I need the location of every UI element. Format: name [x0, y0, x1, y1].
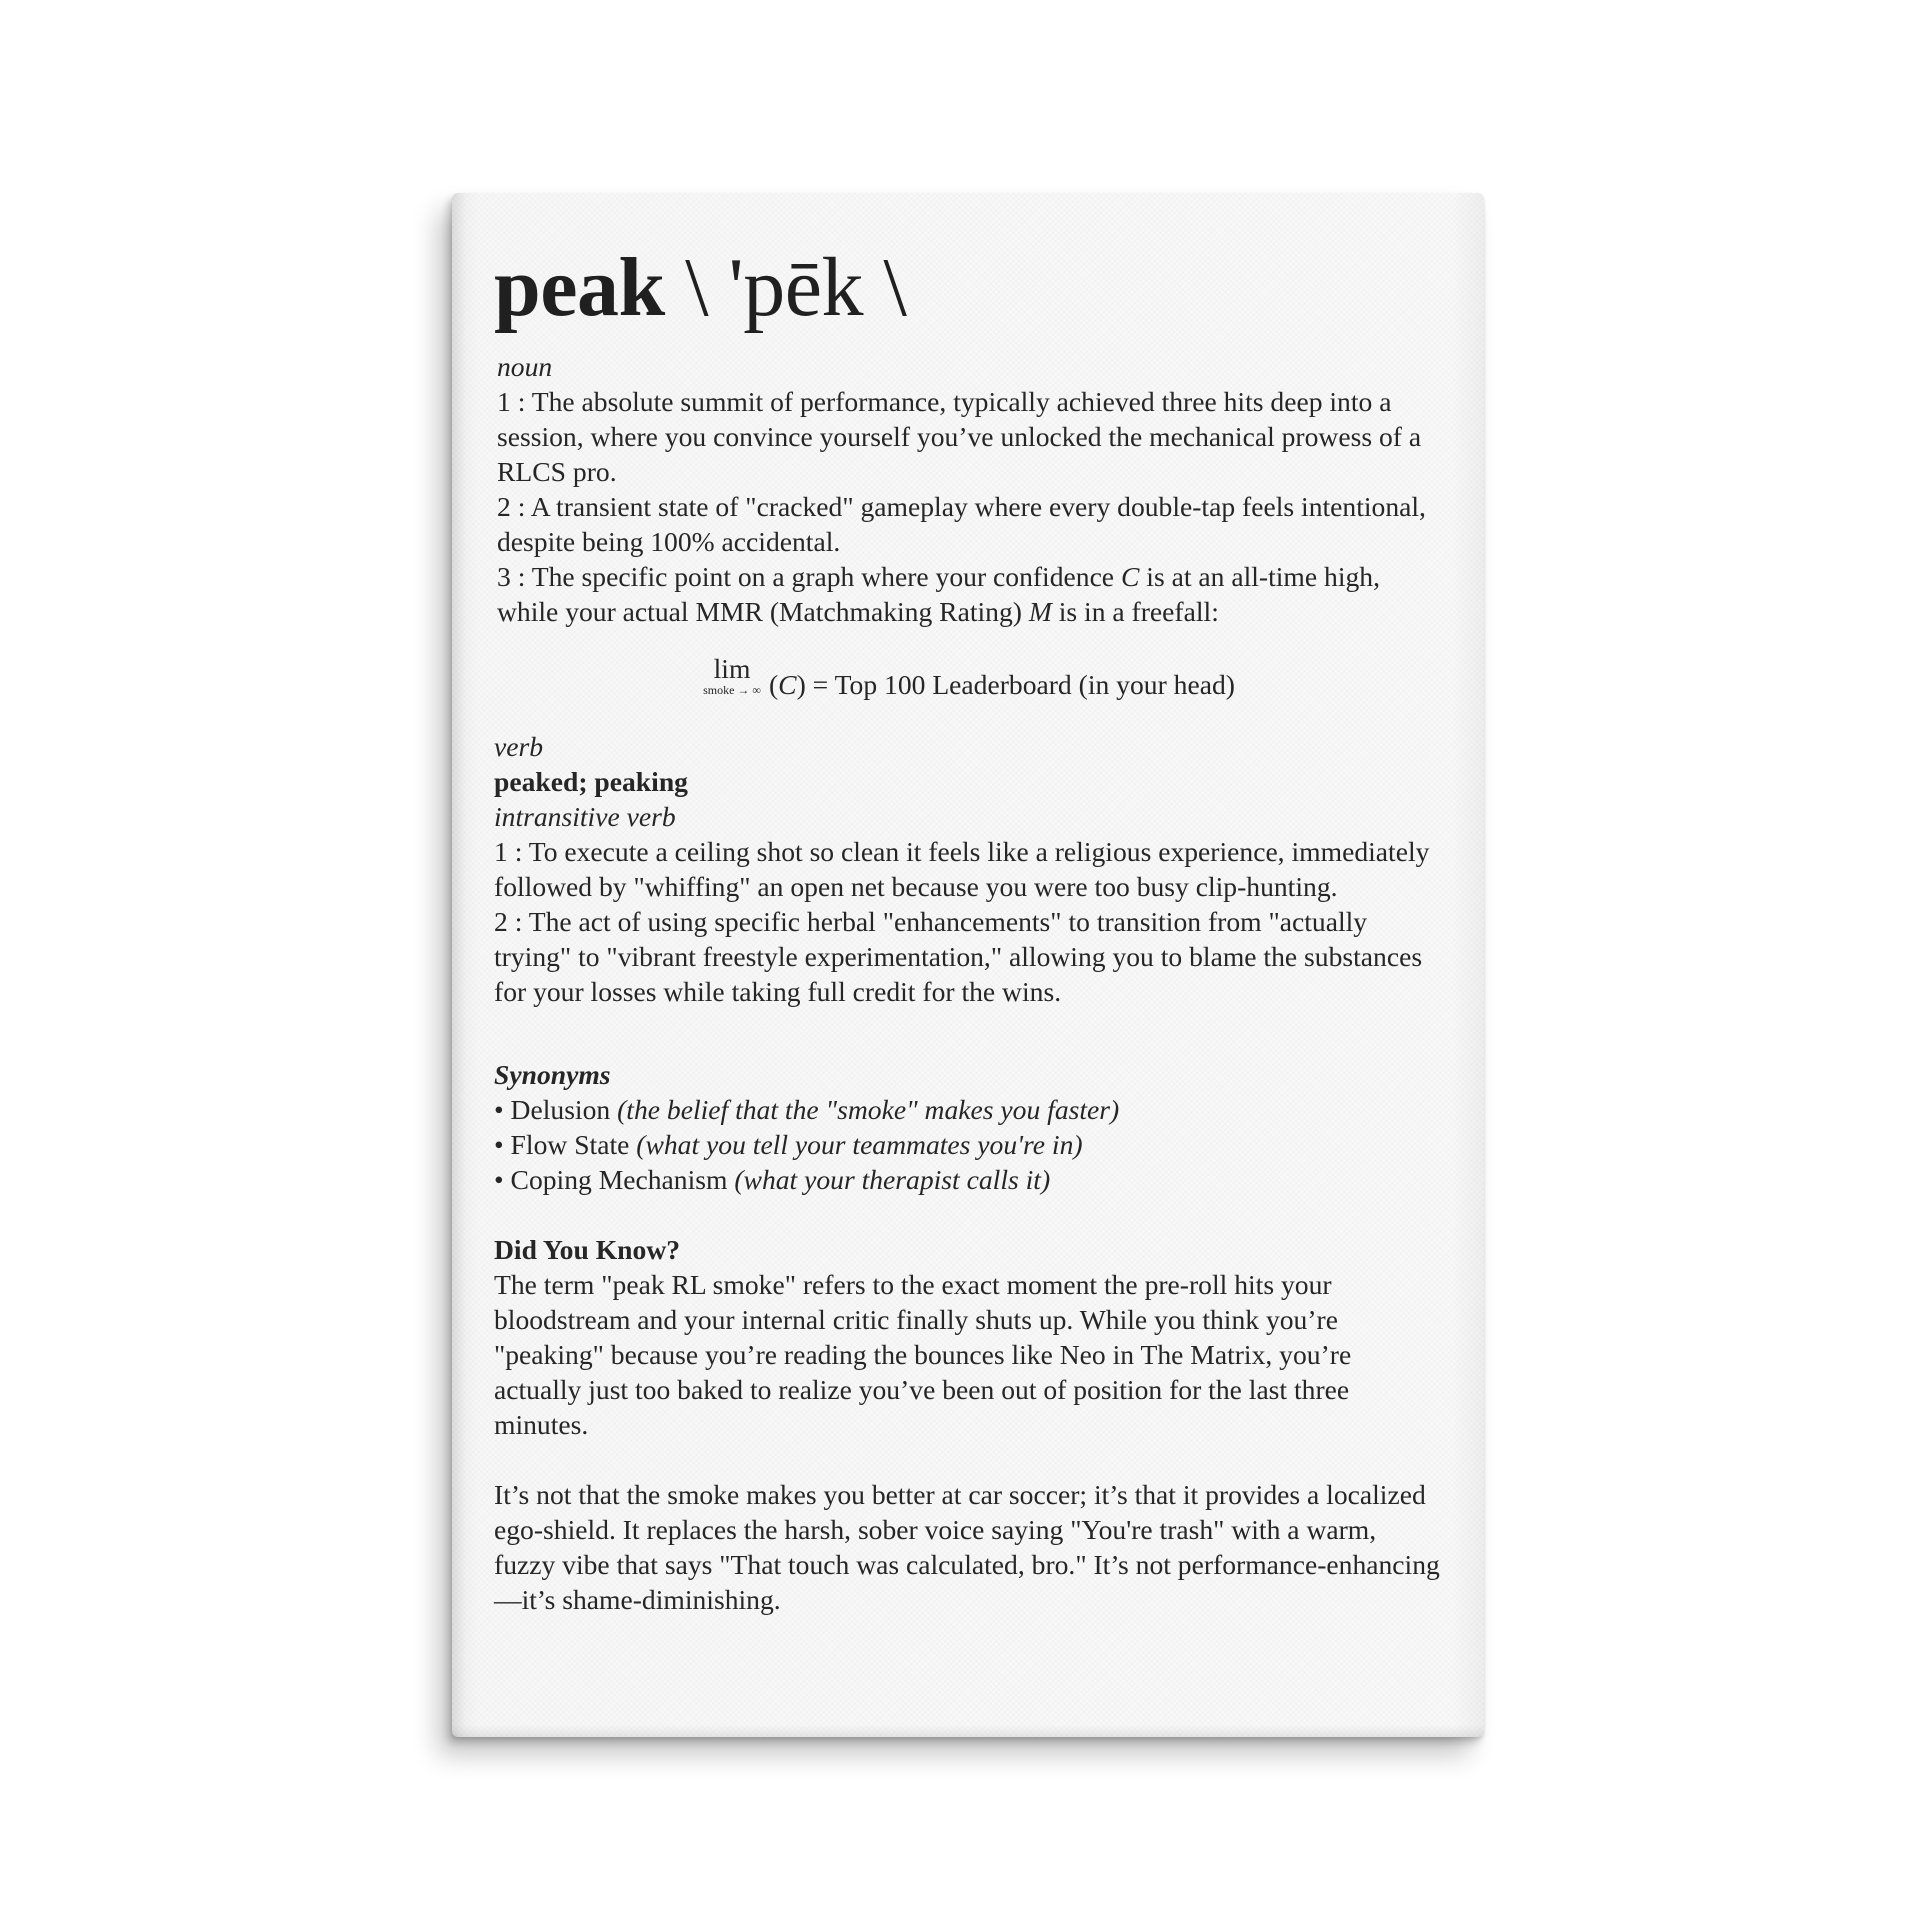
did-you-know-paragraph-2: It’s not that the smoke makes you better at car soccer; it’s that it provides a localized ego-shield. It replaces the harsh, sober voice saying "You're trash" with a warm, fuzzy vibe that says "That touch was calculated, bro." It’s not performance-enhancing—it’s shame-diminishing. [494, 1479, 1440, 1615]
did-you-know-heading: Did You Know? [494, 1234, 681, 1265]
verb-definition-1: 1 : To execute a ceiling shot so clean it feels like a religious experience, immediately followed by "whiffing" an open net because you were too busy clip-hunting. [494, 836, 1430, 902]
lim-text: lim [713, 653, 751, 684]
definition-text [494, 243, 1444, 1617]
headword-word: peak [494, 241, 665, 334]
noun-definition-3 [497, 559, 1444, 629]
canvas-print [452, 193, 1484, 1737]
pronunciation: \ 'pēk \ [685, 241, 907, 334]
def3-part1: 3 : The specific point on a graph where your confidence [497, 561, 1121, 592]
limit-formula [494, 655, 1444, 705]
limit-operator [703, 655, 761, 697]
synonym-item [494, 1092, 1444, 1127]
noun-section [494, 349, 1444, 629]
synonym-term: • Delusion [494, 1094, 618, 1125]
did-you-know-paragraph-1: The term "peak RL smoke" refers to the exact moment the pre-roll hits your bloodstream and your internal critic finally shuts up. While you think you’re "peaking" because you’re reading the bounces like Neo in The Matrix, you’re actually just too baked to realize you’ve been out of position for the last three minutes. [494, 1269, 1352, 1440]
verb-label: verb [494, 731, 544, 762]
noun-definition-1: 1 : The absolute summit of performance, typically achieved three hits deep into a session, where you convince yourself you’ve unlocked the mechanical prowess of a RLCS pro. [497, 386, 1422, 487]
synonym-term: • Coping Mechanism [494, 1164, 735, 1195]
formula-variable: C [778, 669, 797, 700]
verb-forms: peaked; peaking [494, 766, 688, 797]
synonym-note: (what you tell your teammates you're in) [636, 1129, 1083, 1160]
spacer [494, 1442, 1444, 1477]
synonyms-section [494, 1057, 1444, 1197]
spacer [494, 1009, 1444, 1057]
synonym-note: (what your therapist calls it) [734, 1164, 1051, 1195]
verb-definition-2: 2 : The act of using specific herbal "enhancements" to transition from "actually trying" to "vibrant freestyle experimentation," allowing you to blame the substances for your losses while taking full credit for the wins. [494, 906, 1423, 1007]
headword [494, 243, 1444, 333]
def3-part3: is in a freefall: [1051, 596, 1219, 627]
spacer [494, 1197, 1444, 1232]
def3-var-m: M [1028, 596, 1052, 627]
formula-rest: ) = Top 100 Leaderboard (in your head) [796, 669, 1235, 700]
synonym-term: • Flow State [494, 1129, 637, 1160]
formula-rhs [769, 655, 1235, 702]
synonym-note: (the belief that the "smoke" makes you faster) [617, 1094, 1120, 1125]
lim-subscript: smoke → ∞ [703, 683, 761, 697]
def3-part2: is at an all-time high, while your actual MMR (Matchmaking Rating) [497, 561, 1380, 627]
did-you-know-section [494, 1232, 1444, 1617]
synonym-item [494, 1127, 1444, 1162]
synonyms-heading: Synonyms [494, 1059, 611, 1090]
formula-open-paren: ( [768, 669, 779, 700]
noun-label: noun [497, 351, 553, 382]
synonym-item [494, 1162, 1444, 1197]
verb-section [494, 729, 1444, 1009]
verb-type: intransitive verb [494, 801, 676, 832]
def3-var-c: C [1120, 561, 1140, 592]
noun-definition-2: 2 : A transient state of "cracked" gameplay where every double-tap feels intentional, despite being 100% accidental. [497, 491, 1426, 557]
